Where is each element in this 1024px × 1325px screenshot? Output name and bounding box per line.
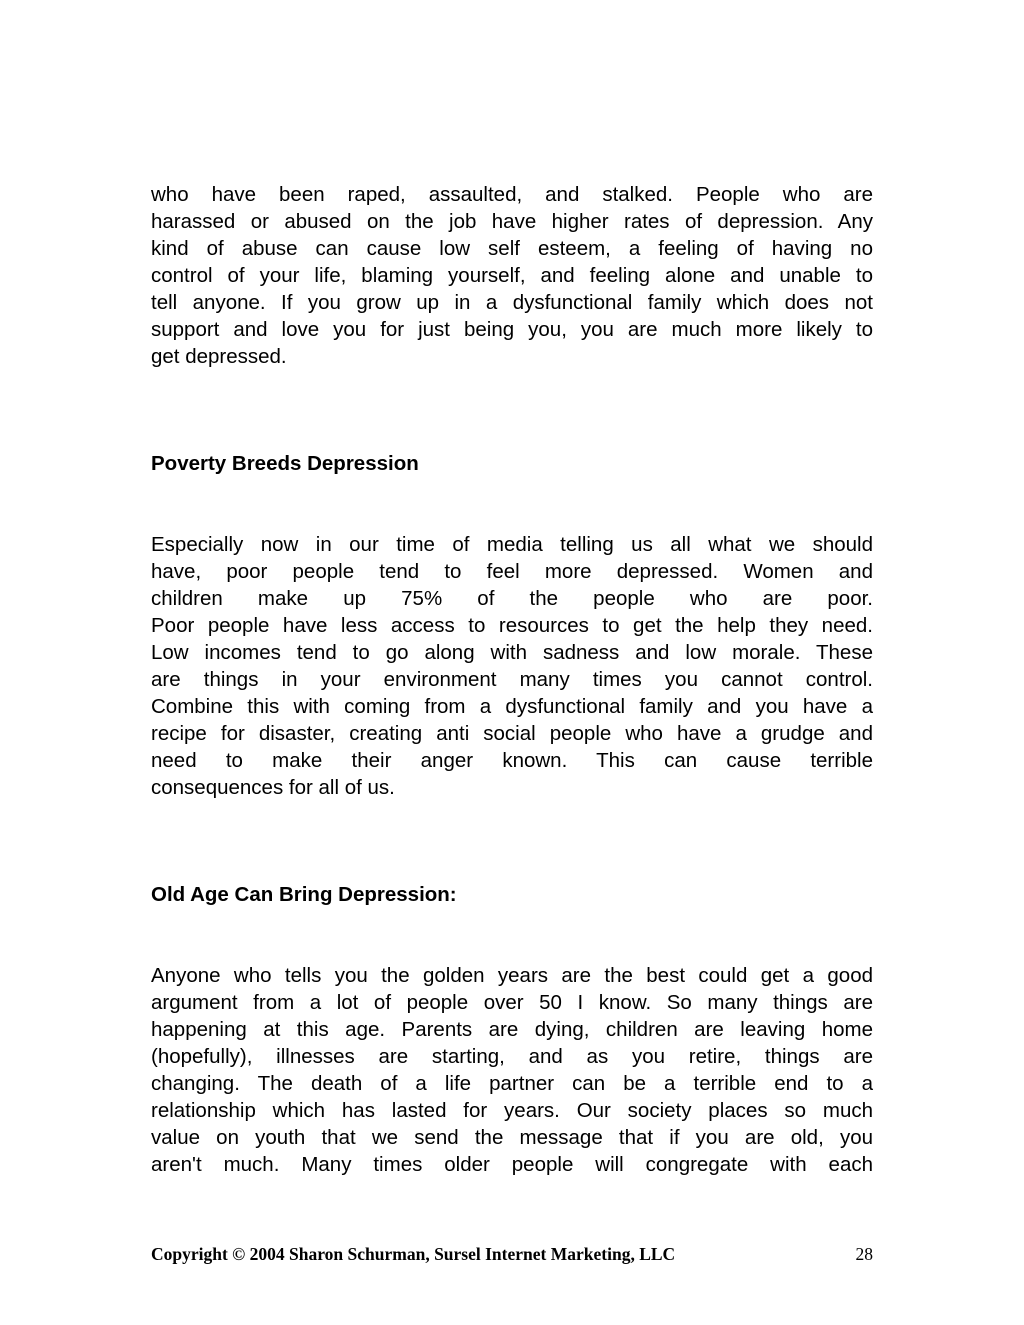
text-line: argument from a lot of people over 50 I know. So many things are bbox=[151, 991, 873, 1014]
text-line: control of your life, blaming yourself, and feeling alone and unable to bbox=[151, 264, 873, 287]
text-line: children make up 75% of the people who are poor. bbox=[151, 587, 873, 610]
paragraph-old-age bbox=[151, 962, 873, 1178]
text-line: are things in your environment many times you cannot control. bbox=[151, 668, 873, 691]
text-line: kind of abuse can cause low self esteem, a feeling of having no bbox=[151, 237, 873, 260]
text-line: have, poor people tend to feel more depressed. Women and bbox=[151, 560, 873, 583]
text-line: get depressed. bbox=[151, 345, 287, 368]
text-line: Poor people have less access to resources to get the help they need. bbox=[151, 614, 873, 637]
text-line: (hopefully), illnesses are starting, and as you retire, things are bbox=[151, 1045, 873, 1068]
text-line: support and love you for just being you, you are much more likely to bbox=[151, 318, 873, 341]
copyright-notice: Copyright © 2004 Sharon Schurman, Sursel Internet Marketing, LLC bbox=[151, 1244, 676, 1264]
text-line: happening at this age. Parents are dying, children are leaving home bbox=[151, 1018, 873, 1041]
paragraph-poverty bbox=[151, 531, 873, 801]
page-footer bbox=[151, 1242, 873, 1266]
text-line: Especially now in our time of media telling us all what we should bbox=[151, 533, 873, 556]
text-line: recipe for disaster, creating anti social people who have a grudge and bbox=[151, 722, 873, 745]
text-line: need to make their anger known. This can cause terrible bbox=[151, 749, 873, 772]
text-line: consequences for all of us. bbox=[151, 776, 395, 799]
paragraph-abuse bbox=[151, 181, 873, 370]
page-number: 28 bbox=[855, 1244, 873, 1264]
text-line: Combine this with coming from a dysfunctional family and you have a bbox=[151, 695, 873, 718]
text-line: relationship which has lasted for years. Our society places so much bbox=[151, 1099, 873, 1122]
text-line: tell anyone. If you grow up in a dysfunctional family which does not bbox=[151, 291, 873, 314]
section-heading-poverty: Poverty Breeds Depression bbox=[151, 452, 419, 475]
text-line: who have been raped, assaulted, and stalked. People who are bbox=[151, 183, 873, 206]
text-line: harassed or abused on the job have higher rates of depression. Any bbox=[151, 210, 873, 233]
text-line: value on youth that we send the message that if you are old, you bbox=[151, 1126, 873, 1149]
text-line: Low incomes tend to go along with sadness and low morale. These bbox=[151, 641, 873, 664]
text-line: aren't much. Many times older people will congregate with each bbox=[151, 1153, 873, 1176]
text-line: Anyone who tells you the golden years are the best could get a good bbox=[151, 964, 873, 987]
section-heading-old-age: Old Age Can Bring Depression: bbox=[151, 883, 457, 906]
text-line: changing. The death of a life partner can be a terrible end to a bbox=[151, 1072, 873, 1095]
